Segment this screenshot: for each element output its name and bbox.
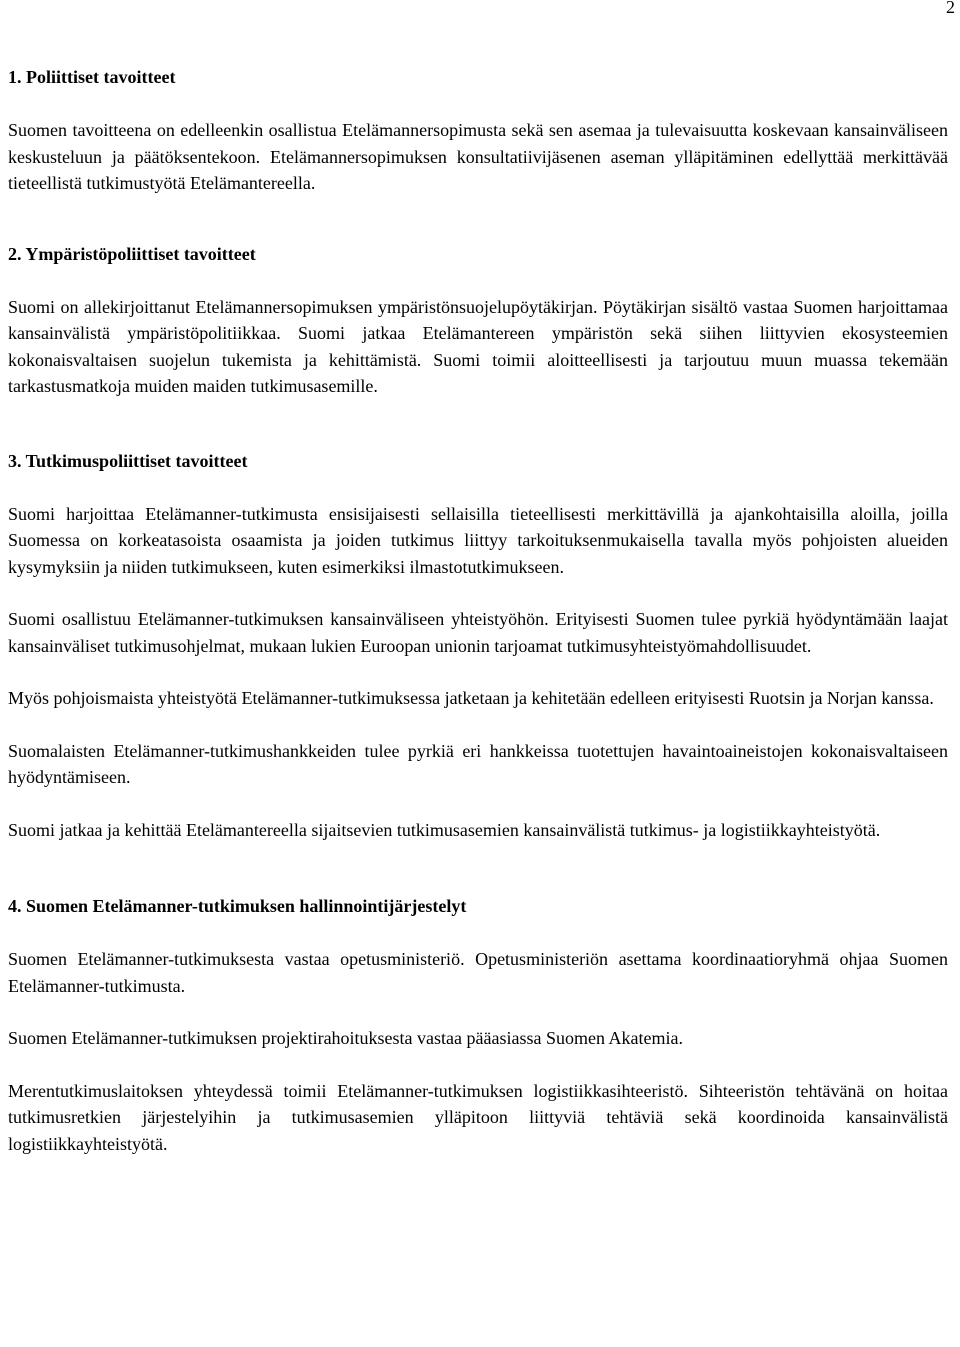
paragraph: Suomi jatkaa ja kehittää Etelämantereella sijaitsevien tutkimusasemien kansainvälistä tutkimus- ja logistiikkayhteistyötä. <box>8 819 881 840</box>
paragraph: Suomen tavoitteena on edelleenkin osallistua Etelämannersopimusta sekä sen asemaa ja tulevaisuutta koskevaan kansainväliseen keskusteluun ja päätöksentekoon. Etelämannersopimuksen konsultatiivijäsenen aseman ylläpitäminen edellyttää merkittävää tieteellistä tutkimustyötä Etelämantereella. <box>8 120 948 193</box>
section-ymparistopoliittiset-tavoitteet <box>8 241 948 400</box>
paragraph: Suomi on allekirjoittanut Etelämannersopimuksen ympäristönsuojelupöytäkirjan. Pöytäkirjan sisältö vastaa Suomen harjoittamaa kansainvälistä ympäristöpolitiikkaa. Suomi jatkaa Etelämantereen ympäristön sekä siihen liittyvien ekosysteemien kokonaisvaltaisen suojelun tukemista ja kehittämistä. Suomi toimii aloitteellisesti ja tarjoutuu muun muassa tekemään tarkastusmatkoja muiden maiden tutkimusasemille. <box>8 296 948 396</box>
paragraph: Merentutkimuslaitoksen yhteydessä toimii Etelämanner-tutkimuksen logistiikkasihteeristö. Sihteeristön tehtävänä on hoitaa tutkimusretkien järjestelyihin ja tutkimusasemien ylläpitoon liittyviä tehtäviä sekä koordinoida kansainvälistä logistiikkayhteistyötä. <box>8 1080 948 1154</box>
section-hallinnointijarjestelyt <box>8 893 948 1157</box>
document-body <box>8 64 948 1157</box>
paragraph: Suomen Etelämanner-tutkimuksesta vastaa opetusministeriö. Opetusministeriön asettama koordinaatioryhmä ohjaa Suomen Etelämanner-tutkimusta. <box>8 949 948 996</box>
section-heading: 2. Ympäristöpoliittiset tavoitteet <box>8 243 256 264</box>
page-number: 2 <box>946 0 955 17</box>
paragraph: Suomalaisten Etelämanner-tutkimushankkeiden tulee pyrkiä eri hankkeissa tuotettujen havaintoaineistojen kokonaisvaltaiseen hyödyntämiseen. <box>8 740 948 787</box>
section-heading: 4. Suomen Etelämanner-tutkimuksen hallinnointijärjestelyt <box>8 896 467 916</box>
paragraph: Myös pohjoismaista yhteistyötä Etelämanner-tutkimuksessa jatketaan ja kehitetään edelleen erityisesti Ruotsin ja Norjan kanssa. <box>8 688 934 708</box>
paragraph: Suomi harjoittaa Etelämanner-tutkimusta ensisijaisesti sellaisilla tieteellisesti merkittävillä ja ajankohtaisilla aloilla, joilla Suomessa on korkeatasoista osaamista ja joiden tutkimus liittyy tarkoituksenmukaisella tavalla myös pohjoisten alueiden kysymyksiin ja niiden tutkimukseen, kuten esimerkiksi ilmastotutkimukseen. <box>8 503 948 577</box>
paragraph: Suomi osallistuu Etelämanner-tutkimuksen kansainväliseen yhteistyöhön. Erityisesti Suomen tulee pyrkiä hyödyntämään laajat kansainväliset tutkimusohjelmat, mukaan lukien Euroopan unionin tarjoamat tutkimusyhteistyömahdollisuudet. <box>8 609 948 656</box>
section-poliittiset-tavoitteet <box>8 64 948 197</box>
section-heading: 1. Poliittiset tavoitteet <box>8 67 176 87</box>
section-tutkimuspoliittiset-tavoitteet <box>8 448 948 844</box>
paragraph: Suomen Etelämanner-tutkimuksen projektirahoituksesta vastaa pääasiassa Suomen Akatemia. <box>8 1028 683 1048</box>
section-heading: 3. Tutkimuspoliittiset tavoitteet <box>8 450 248 471</box>
